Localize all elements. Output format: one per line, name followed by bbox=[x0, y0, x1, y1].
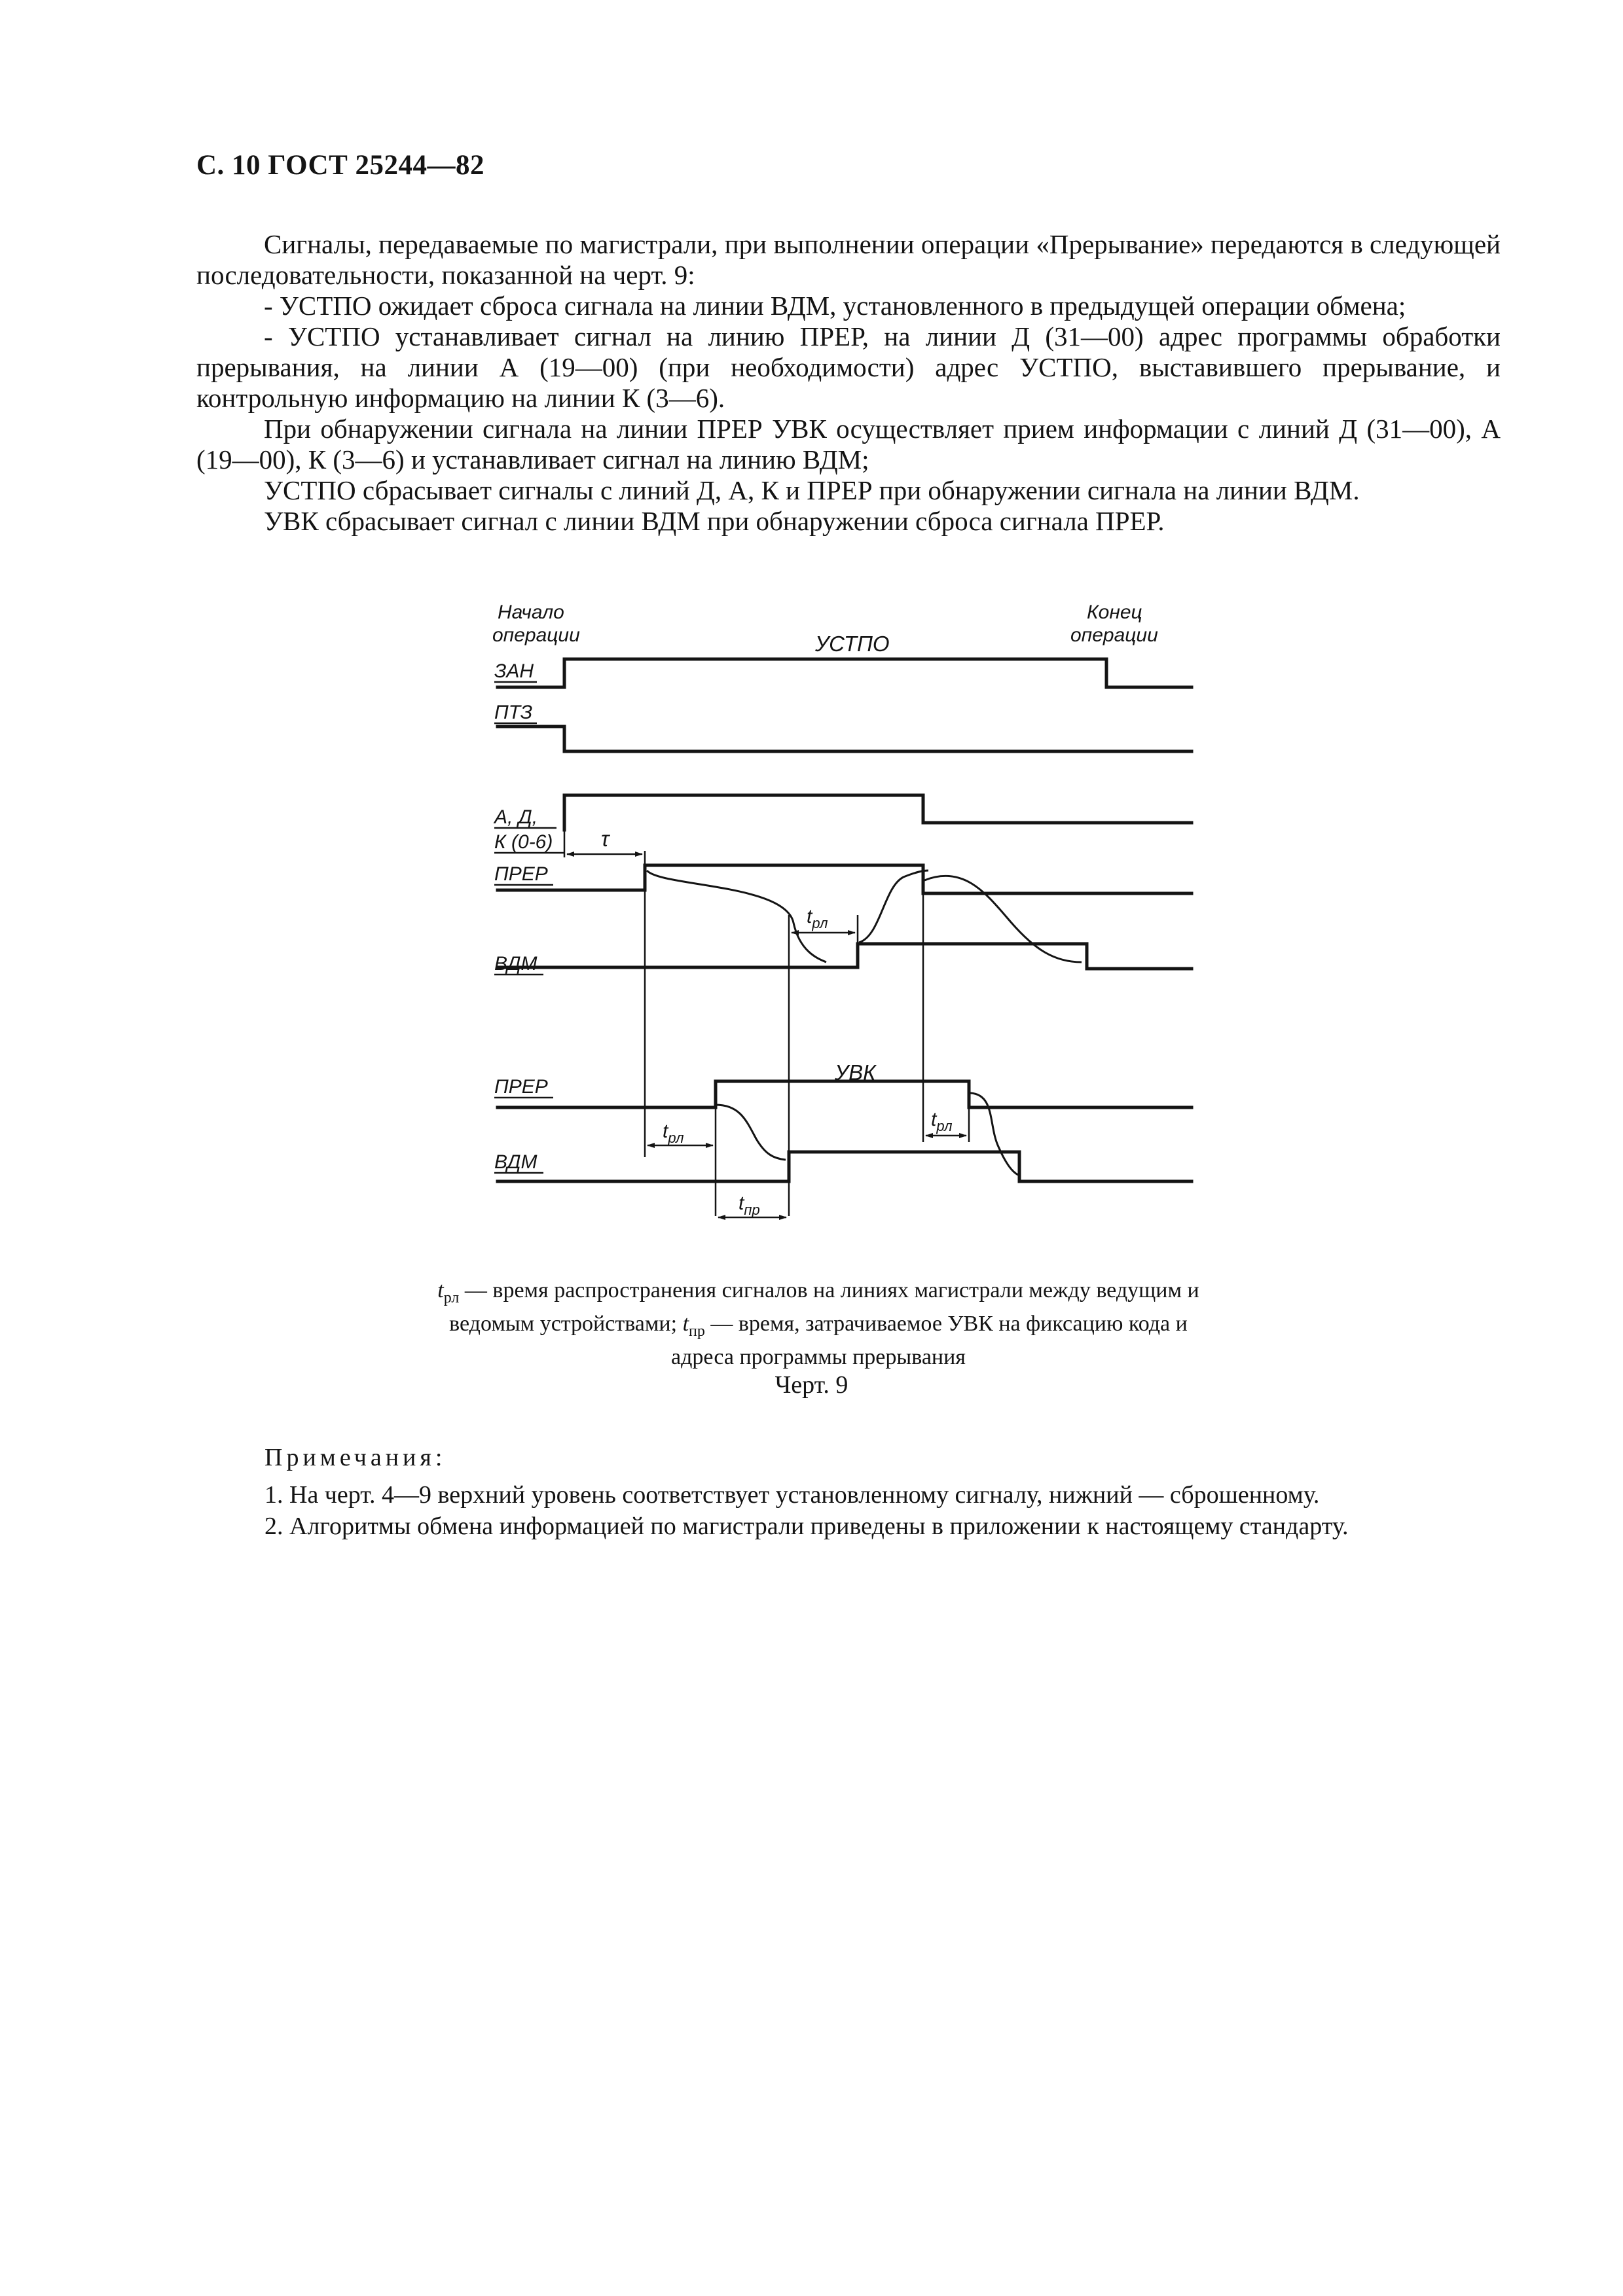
page-header: С. 10 ГОСТ 25244—82 bbox=[196, 150, 485, 181]
end-operation-label-1: Конец bbox=[1087, 601, 1142, 623]
caption-line-1: $t_{рл}$ — время распространения сигналов на линиях магистрали между ведущим и bbox=[437, 1278, 1199, 1306]
signal-label-ptz: ПТЗ bbox=[494, 702, 533, 723]
interval-trl-label-2: $t_{рл}$ bbox=[663, 1121, 684, 1146]
caption-line-3: адреса программы прерывания bbox=[671, 1344, 966, 1369]
signal-label-zan: ЗАН bbox=[494, 660, 534, 682]
signal-label-prer-1: ПРЕР bbox=[494, 863, 548, 885]
start-operation-label-1: Начало bbox=[498, 601, 564, 623]
group-label-ustpo: УСТПО bbox=[815, 632, 890, 656]
signal-label-prer-2: ПРЕР bbox=[494, 1076, 548, 1098]
paragraph-4: При обнаружении сигнала на линии ПРЕР УВК осуществляет прием информации с линий Д (31—00), А (19—00), К (3—6) и устанавливает сигнал на линию ВДМ; bbox=[196, 414, 1501, 475]
diagram-caption bbox=[367, 1278, 1270, 1370]
waveform-vdm-ustpo bbox=[498, 944, 1192, 969]
curve-vdm-to-prer-reset bbox=[859, 870, 928, 942]
paragraph-5: УСТПО сбрасывает сигналы с линий Д, А, К и ПРЕР при обнаружении сигнала на линии ВДМ. bbox=[264, 475, 1360, 505]
paragraph-6: УВК сбрасывает сигнал с линии ВДМ при обнаружении сброса сигнала ПРЕР. bbox=[264, 506, 1165, 536]
paragraph-1: Сигналы, передаваемые по магистрали, при выполнении операции «Прерывание» передаются в следующей последовательности, показанной на черт. 9: bbox=[196, 229, 1501, 290]
curve-prer-to-vdm-note bbox=[647, 870, 826, 962]
interval-trl-label-1: $t_{рл}$ bbox=[807, 906, 828, 931]
start-operation-label-2: операции bbox=[492, 624, 580, 646]
signal-label-vdm-2: ВДМ bbox=[494, 1151, 538, 1173]
caption-line-2: ведомым устройствами; $t_{пр}$ — время, затрачиваемое УВК на фиксацию кода и bbox=[449, 1311, 1188, 1340]
notes-title: Примечания: bbox=[264, 1444, 447, 1471]
note-item-2: 2. Алгоритмы обмена информацией по магистрали приведены в приложении к настоящему стандарту. bbox=[264, 1513, 1349, 1540]
interval-tau-label: τ bbox=[601, 827, 610, 851]
curve-uvk-prer-to-vdm bbox=[716, 1105, 786, 1160]
waveform-zan bbox=[498, 659, 1192, 687]
signal-label-vdm-1: ВДМ bbox=[494, 953, 538, 975]
waveform-prer-uvk bbox=[498, 1081, 1192, 1107]
figure-label: Черт. 9 bbox=[775, 1371, 848, 1399]
paragraph-3: - УСТПО устанавливает сигнал на линию ПРЕР, на линии Д (31—00) адрес программы обработки прерывания, на линии А (19—00) (при необходимости) адрес УСТПО, выставившего прерывание, и контрольную информацию на линии К (3—6). bbox=[196, 321, 1501, 413]
interval-tpr-label: $t_{пр}$ bbox=[739, 1193, 760, 1218]
note-item-1: 1. На черт. 4—9 верхний уровень соответствует установленному сигналу, нижний — сброшенному. bbox=[264, 1481, 1320, 1509]
waveform-prer-ustpo bbox=[498, 865, 1192, 893]
interval-trl-label-3: $t_{рл}$ bbox=[931, 1109, 953, 1134]
signal-label-adk-1: А, Д, bbox=[494, 806, 538, 828]
end-operation-label-2: операции bbox=[1070, 624, 1158, 646]
paragraph-2: - УСТПО ожидает сброса сигнала на линии ВДМ, установленного в предыдущей операции обмена; bbox=[264, 291, 1406, 321]
waveform-vdm-uvk bbox=[498, 1152, 1192, 1181]
waveform-adk bbox=[564, 795, 1192, 830]
waveform-ptz bbox=[498, 726, 1192, 751]
curve-uvk-prer-reset-to-vdm-reset bbox=[970, 1093, 1018, 1175]
signal-label-adk-2: К (0-6) bbox=[494, 831, 553, 853]
curve-prer-reset-to-vdm-reset bbox=[924, 876, 1082, 962]
group-label-uvk: УВК bbox=[835, 1060, 876, 1085]
